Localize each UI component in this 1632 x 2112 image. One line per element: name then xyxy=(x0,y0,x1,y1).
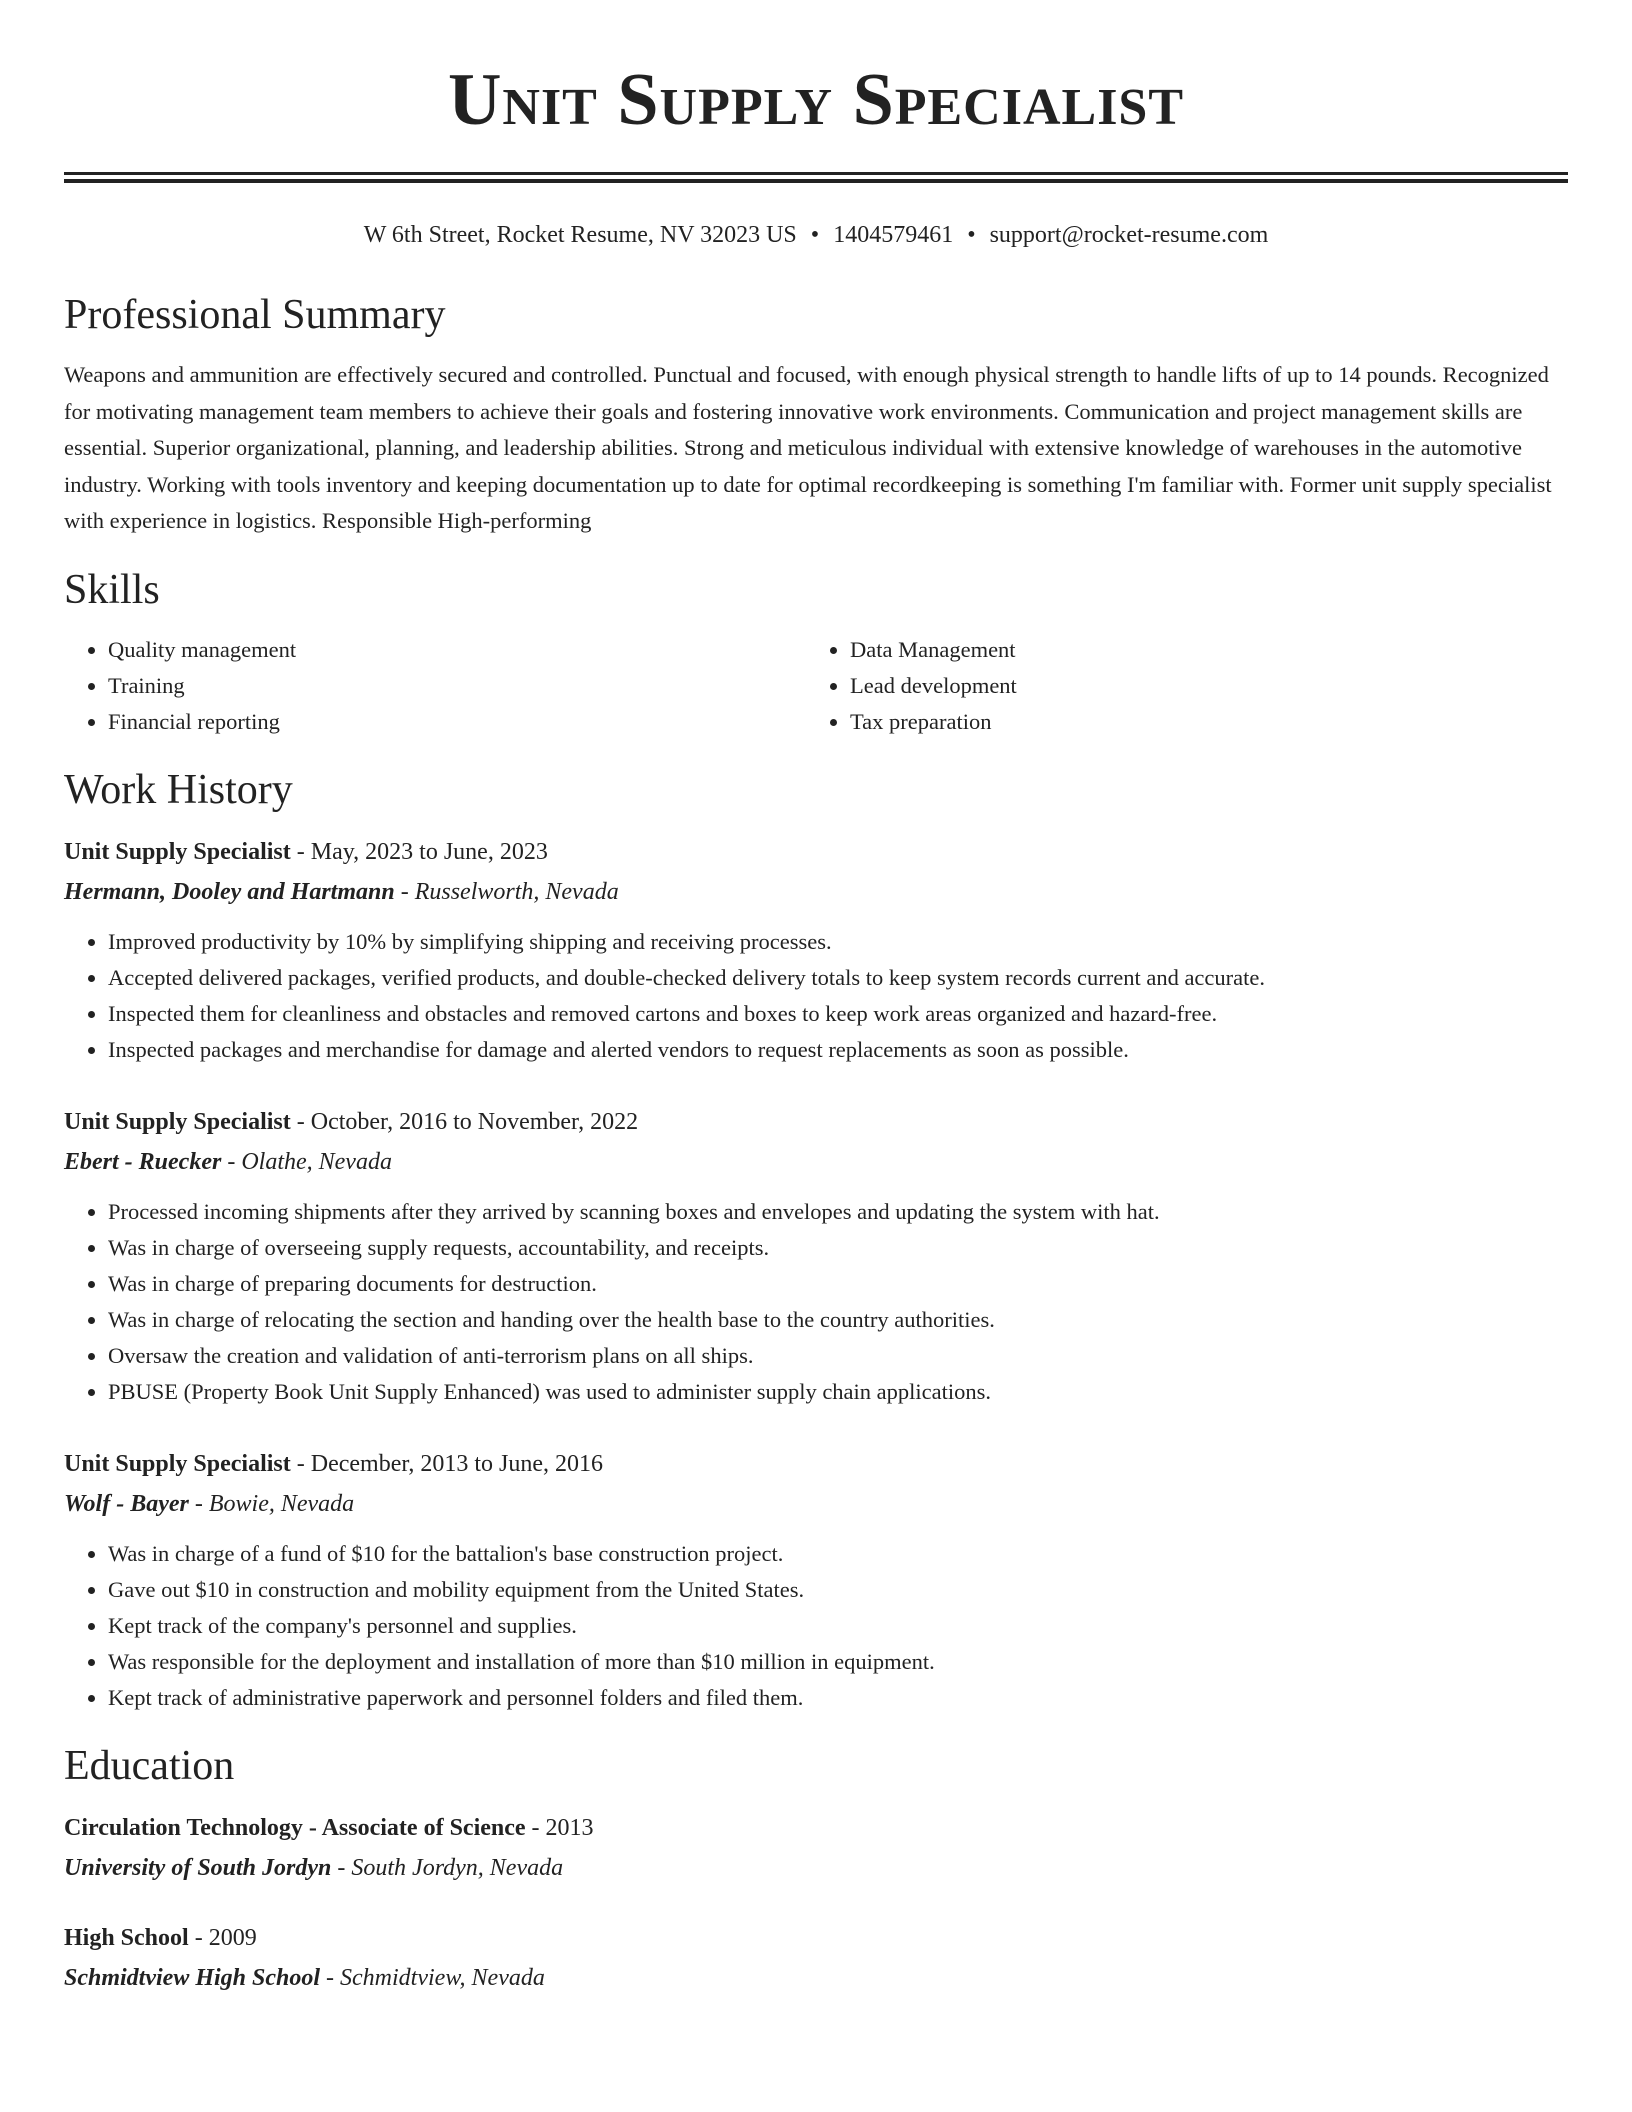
education-dash: - xyxy=(525,1814,546,1841)
job-bullet: • Was in charge of overseeing supply requests, accountability, and receipts. xyxy=(108,1230,1568,1266)
job-employer xyxy=(64,872,1568,912)
contact-separator: • xyxy=(810,222,820,248)
job-dash: - xyxy=(290,1450,311,1477)
job-dash: - xyxy=(290,838,311,865)
job-bullets xyxy=(64,924,1568,1068)
job-company: Hermann, Dooley and Hartmann xyxy=(64,878,395,905)
job-entry xyxy=(64,832,1568,1068)
skill-item: • Lead development xyxy=(850,668,1548,704)
education-school: University of South Jordyn xyxy=(64,1854,332,1881)
job-bullet: • Improved productivity by 10% by simplifying shipping and receiving processes. xyxy=(108,924,1568,960)
job-bullet: • Was in charge of relocating the section and handing over the health base to the country authorities. xyxy=(108,1302,1568,1338)
skill-item: • Training xyxy=(108,668,806,704)
job-heading xyxy=(64,1102,1568,1142)
skills-column-right xyxy=(806,632,1548,740)
job-company: Ebert - Ruecker xyxy=(64,1148,222,1175)
job-employer xyxy=(64,1142,1568,1182)
education-year: 2013 xyxy=(545,1814,594,1841)
header-divider xyxy=(64,172,1568,183)
job-bullets xyxy=(64,1194,1568,1410)
job-entry xyxy=(64,1102,1568,1410)
education-dash: - xyxy=(320,1964,341,1991)
job-dash: - xyxy=(394,878,415,905)
education-entry xyxy=(64,1808,1568,1888)
contact-separator: • xyxy=(967,222,976,248)
education-entry xyxy=(64,1918,1568,1998)
education-school-line xyxy=(64,1848,1568,1888)
job-dash: - xyxy=(188,1490,209,1517)
skill-item: • Data Management xyxy=(850,632,1548,668)
job-bullet: • Accepted delivered packages, verified products, and double-checked delivery totals to keep system records current and accurate. xyxy=(108,960,1568,996)
job-bullet: • Gave out $10 in construction and mobility equipment from the United States. xyxy=(108,1572,1568,1608)
job-bullet: • Kept track of the company's personnel and supplies. xyxy=(108,1608,1568,1644)
job-bullets xyxy=(64,1536,1568,1716)
job-role: Unit Supply Specialist xyxy=(64,1450,291,1477)
contact-address: W 6th Street, Rocket Resume, NV 32023 US xyxy=(363,222,797,248)
job-dates: October, 2016 to November, 2022 xyxy=(310,1108,639,1135)
job-dates: December, 2013 to June, 2016 xyxy=(310,1450,604,1477)
job-bullet: • Was responsible for the deployment and installation of more than $10 million in equipment. xyxy=(108,1644,1568,1680)
education-dash: - xyxy=(188,1924,209,1951)
work-history-heading: Work History xyxy=(64,766,293,813)
resume-name: Unit Supply Specialist xyxy=(447,59,1185,141)
job-heading xyxy=(64,1444,1568,1484)
education-year: 2009 xyxy=(208,1924,257,1951)
skills-column-left xyxy=(64,632,806,740)
job-company: Wolf - Bayer xyxy=(64,1490,189,1517)
summary-text: Weapons and ammunition are effectively secured and controlled. Punctual and focused, with enough physical strength to handle lifts of up to 14 pounds. Recognized for motivating management team members to achieve their goals and fostering innovative work environments. Communication and project management skills are essential. Superior organizational, planning, and leadership abilities. Strong and meticulous individual with extensive knowledge of warehouses in the automotive industry. Working with tools inventory and keeping documentation up to date for optimal recordkeeping is something I'm familiar with. Former unit supply specialist with experience in logistics. Responsible High-performing xyxy=(64,362,1552,533)
job-dates: May, 2023 to June, 2023 xyxy=(310,838,548,865)
education-degree: Circulation Technology - Associate of Science xyxy=(64,1814,526,1841)
education-degree: High School xyxy=(64,1924,189,1951)
job-bullet: • Processed incoming shipments after they arrived by scanning boxes and envelopes and updating the system with hat. xyxy=(108,1194,1568,1230)
job-bullet: • Kept track of administrative paperwork and personnel folders and filed them. xyxy=(108,1680,1568,1716)
summary-heading: Professional Summary xyxy=(64,292,446,338)
job-role: Unit Supply Specialist xyxy=(64,838,291,865)
job-bullet: • Oversaw the creation and validation of anti-terrorism plans on all ships. xyxy=(108,1338,1568,1374)
job-bullet: • Was in charge of preparing documents for destruction. xyxy=(108,1266,1568,1302)
job-heading xyxy=(64,832,1568,872)
job-bullet: • Was in charge of a fund of $10 for the battalion's base construction project. xyxy=(108,1536,1568,1572)
contact-email: support@rocket-resume.com xyxy=(989,222,1269,248)
job-location: Bowie, Nevada xyxy=(208,1490,355,1517)
job-bullet: • Inspected them for cleanliness and obstacles and removed cartons and boxes to keep work areas organized and hazard-free. xyxy=(108,996,1568,1032)
skills-list xyxy=(64,632,1568,740)
education-location: Schmidtview, Nevada xyxy=(340,1964,545,1991)
skill-item: • Tax preparation xyxy=(850,704,1548,740)
contact-line xyxy=(64,219,1568,251)
job-bullet: • Inspected packages and merchandise for damage and alerted vendors to request replacements as soon as possible. xyxy=(108,1032,1568,1068)
job-employer xyxy=(64,1484,1568,1524)
job-bullet: • PBUSE (Property Book Unit Supply Enhanced) was used to administer supply chain applications. xyxy=(108,1374,1568,1410)
job-entry xyxy=(64,1444,1568,1716)
education-dash: - xyxy=(331,1854,352,1881)
job-dash: - xyxy=(290,1108,311,1135)
skill-item: • Quality management xyxy=(108,632,806,668)
job-location: Olathe, Nevada xyxy=(241,1148,392,1175)
education-school-line xyxy=(64,1958,1568,1998)
job-location: Russelworth, Nevada xyxy=(414,878,619,905)
contact-phone: 1404579461 xyxy=(833,222,954,248)
skills-heading: Skills xyxy=(64,566,160,613)
education-location: South Jordyn, Nevada xyxy=(351,1854,564,1881)
skill-item: • Financial reporting xyxy=(108,704,806,740)
education-heading-line xyxy=(64,1918,1568,1958)
education-school: Schmidtview High School xyxy=(64,1964,321,1991)
education-heading: Education xyxy=(64,1742,235,1789)
job-dash: - xyxy=(221,1148,242,1175)
education-heading-line xyxy=(64,1808,1568,1848)
job-role: Unit Supply Specialist xyxy=(64,1108,291,1135)
